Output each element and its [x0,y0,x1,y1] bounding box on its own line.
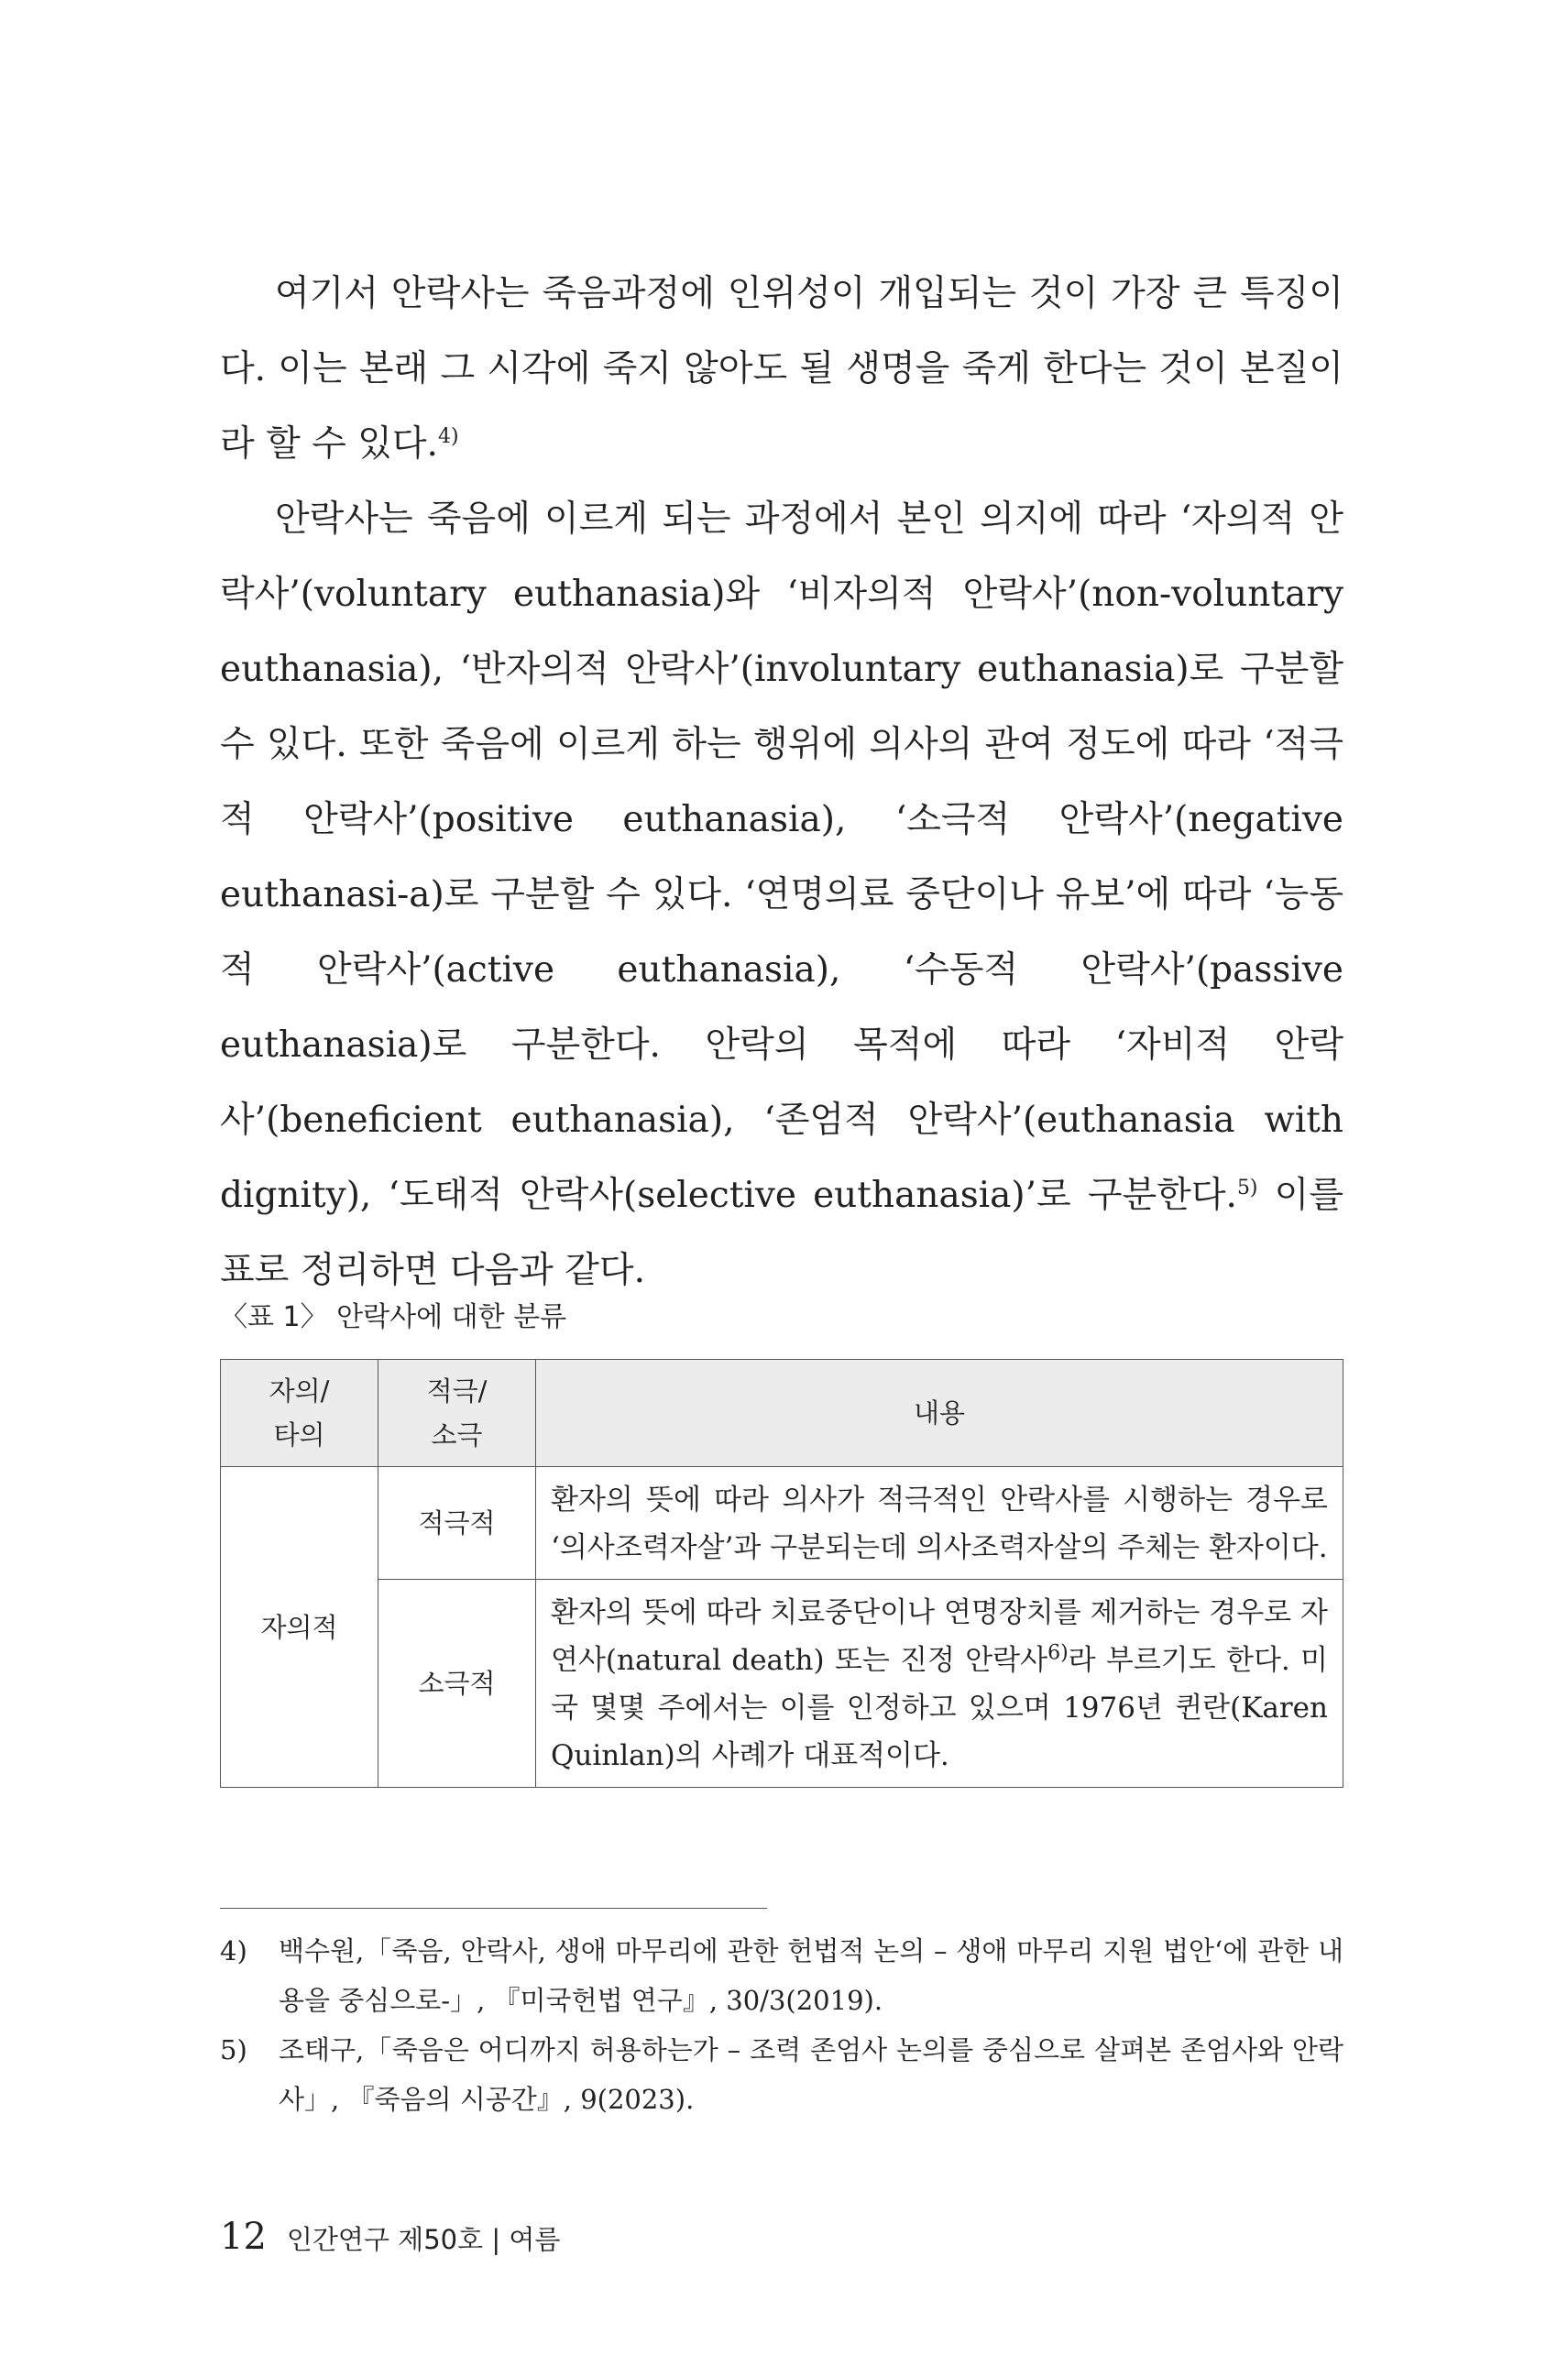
group-cell: 자의적 [221,1467,378,1788]
footnotes [220,1926,1343,2124]
body-text [220,257,1343,1309]
journal-title: 인간연구 제50호 | 여름 [286,2224,561,2255]
paragraph-2: 안락사는 죽음에 이르게 되는 과정에서 본인 의지에 따라 ‘자의적 안락사’(voluntary euthanasia)와 ‘비자의적 안락사’(non-voluntary euthanasia), ‘반자의적 안락사’(involuntary euthanasia)로 구분할 수 있다. 또한 죽음에 이르게 하는 행위에 의사의 관여 정도에 따라 ‘적극적 안락사’(positive euthanasia), ‘소극적 안락사’(negative euthanasi-a)로 구분할 수 있다. ‘연명의료 중단이나 유보’에 따라 ‘능동적 안락사’(active euthanasia), ‘수동적 안락사’(passive euthanasia)로 구분한다. 안락의 목적에 따라 ‘자비적 안락사’(beneficient euthanasia), ‘존엄적 안락사’(euthanasia with dignity), ‘도태적 안락사(selective euthanasia)’로 구분한다.$^{5)}$ 이를 표로 정리하면 다음과 같다. [220,498,1344,1291]
footnote-divider [220,1908,767,1909]
footnote-ref-4[interactable]: 4) [437,425,459,448]
content-cell: 환자의 뜻에 따라 치료중단이나 연명장치를 제거하는 경우로 자연사(natural death) 또는 진정 안락사$^{6)}$라 부르기도 한다. 미국 몇몇 주에서는 이를 인정하고 있으며 1976년 퀸란(Karen Quinlan)의 사례가 대표적이다. [536,1580,1343,1788]
table-header-row [221,1360,1343,1467]
page-footer [220,2216,560,2258]
header-content: 내용 [536,1360,1343,1467]
header-active-passive: 적극/ 소극 [378,1360,536,1467]
page-number: 12 [220,2216,267,2258]
footnote-4: 4) 백수원,「죽음, 안락사, 생애 마무리에 관한 헌법적 논의 – 생애 마무리 지원 법안‘에 관한 내용을 중심으로-」, 『미국헌법 연구』, 30/3(2019). [220,1935,1343,2016]
footnote-ref-5[interactable]: 5) [1236,1177,1258,1199]
type-cell: 소극적 [378,1580,536,1788]
table-row [221,1580,1343,1788]
paragraph-1: 여기서 안락사는 죽음과정에 인위성이 개입되는 것이 가장 큰 특징이다. 이는 본래 그 시각에 죽지 않아도 될 생명을 죽게 한다는 것이 본질이라 할 수 있다.$^{4)}$ [220,273,1343,465]
type-cell: 적극적 [378,1467,536,1580]
table-caption: 〈표 1〉 안락사에 대한 분류 [220,1301,567,1333]
table-row [221,1467,1343,1580]
footnote-5: 5) 조태구,「죽음은 어디까지 허용하는가 – 조력 존엄사 논의를 중심으로 살펴본 존엄사와 안락사」, 『죽음의 시공간』, 9(2023). [220,2034,1343,2115]
header-voluntary: 자의/ 타의 [221,1360,378,1467]
classification-table [220,1359,1343,1788]
footnote-ref-6[interactable]: 6) [1047,1641,1069,1665]
content-cell: 환자의 뜻에 따라 의사가 적극적인 안락사를 시행하는 경우로 ‘의사조력자살’과 구분되는데 의사조력자살의 주체는 환자이다. [536,1467,1343,1580]
